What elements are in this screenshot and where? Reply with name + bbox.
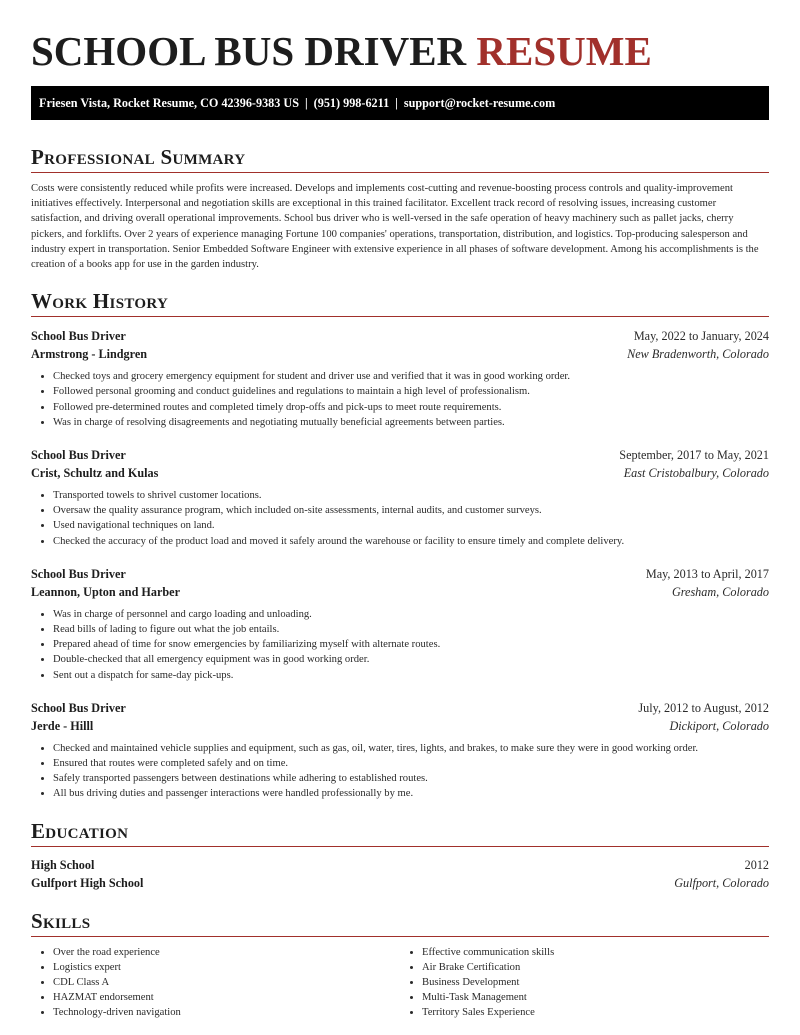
resume-title [31, 0, 769, 86]
job-bullet: • Was in charge of personnel and cargo loading and unloading. [53, 607, 769, 622]
job-title: School Bus Driver [31, 700, 126, 715]
job-bullet: • Oversaw the quality assurance program, which included on-site assessments, internal audits, and customer surveys. [53, 503, 769, 518]
contact-separator: | [304, 96, 308, 110]
summary-heading: Professional Summary [31, 142, 769, 173]
skill-item: • Effective communication skills [422, 945, 769, 960]
skills-heading: Skills [31, 906, 769, 937]
job-title: School Bus Driver [31, 329, 126, 344]
job-bullet: • Was in charge of resolving disagreements and negotiating mutually beneficial agreements between parties. [53, 415, 769, 430]
skill-item: • HAZMAT endorsement [53, 990, 400, 1005]
education-degree: High School [31, 857, 95, 872]
job-bullet: • Transported towels to shrivel customer locations. [53, 488, 769, 503]
contact-address: Friesen Vista, Rocket Resume, CO 42396-9383 US [39, 96, 299, 110]
skill-item: • CDL Class A [53, 975, 400, 990]
skill-item: • Air Brake Certification [422, 960, 769, 975]
job-bullet: • Read bills of lading to figure out what the job entails. [53, 622, 769, 637]
skill-item: • Over the road experience [53, 945, 400, 960]
job-location: East Cristobalbury, Colorado [623, 466, 769, 481]
education-school: Gulfport High School [31, 875, 144, 890]
job-location: Gresham, Colorado [671, 584, 769, 599]
job-company: Jerde - Hilll [31, 718, 94, 733]
contact-separator: | [395, 96, 398, 110]
education-entry [31, 856, 769, 892]
job-title: School Bus Driver [31, 448, 126, 463]
job-bullet: • Used navigational techniques on land. [53, 518, 769, 533]
job-bullet: • All bus driving duties and passenger interactions were handled professionally by me. [53, 786, 769, 801]
work-history-heading: Work History [31, 286, 769, 317]
skill-item: • Logistics expert [53, 960, 400, 975]
job-entry [31, 327, 769, 430]
title-accent: RESUME [476, 28, 652, 74]
job-bullet: • Prepared ahead of time for snow emergencies by familiarizing myself with alternate routes. [53, 637, 769, 652]
contact-phone: (951) 998-6211 [313, 96, 390, 110]
job-entry [31, 565, 769, 683]
job-location: Dickiport, Colorado [669, 718, 769, 733]
skills-list [31, 945, 769, 1021]
contact-bar [31, 86, 769, 120]
job-dates: July, 2012 to August, 2012 [638, 700, 769, 715]
job-dates: September, 2017 to May, 2021 [619, 448, 769, 463]
skill-item: • Territory Sales Experience [422, 1005, 769, 1020]
job-entry [31, 699, 769, 802]
job-location: New Bradenworth, Colorado [627, 347, 769, 362]
summary-text: Costs were consistently reduced while profits were increased. Develops and implements cost-cutting and revenue-boosting process controls and quality-improvement initiatives effectively. Interpersonal and negotiation skills are exceptional in this trained facilitator. Excellent track record of resolving issues, increasing customer satisfaction, and driving overall operational improvements. School bus driver who is well-versed in the safe operation of heavy machinery such as pallet jacks, cherry pickers, and forklifts. Over 2 years of experience managing Fortune 100 companies' operations, transportation, distribution, and logistics. Top-producing salesperson and industry expert in transportation. Senior Embedded Software Engineer with extensive experience in all phases of software development. Among his accomplishments is the creation of a books app for use in the garden industry. [31, 183, 759, 271]
job-bullets [31, 369, 769, 430]
job-entry [31, 446, 769, 549]
job-bullet: • Followed pre-determined routes and completed timely drop-offs and pick-ups to meet route requirements. [53, 400, 769, 415]
education-year: 2012 [744, 857, 769, 872]
job-bullet: • Sent out a dispatch for same-day pick-ups. [53, 668, 769, 683]
job-bullet: • Followed personal grooming and conduct guidelines and regulations to maintain a high level of professionalism. [53, 384, 769, 399]
skill-item: • Technology-driven navigation [53, 1005, 400, 1020]
education-location: Gulfport, Colorado [674, 875, 769, 890]
job-bullet: • Checked and maintained vehicle supplies and equipment, such as gas, oil, water, tires, lights, and brakes, to make sure they were in good working order. [53, 741, 769, 756]
skills-column-right [400, 945, 769, 1021]
job-bullet: • Checked the accuracy of the product load and moved it safely around the warehouse or facility to ensure timely and complete delivery. [53, 534, 769, 549]
job-company: Armstrong - Lindgren [31, 347, 148, 362]
job-title: School Bus Driver [31, 566, 126, 581]
job-bullet: • Safely transported passengers between destinations while adhering to established routes. [53, 771, 769, 786]
job-bullets [31, 607, 769, 683]
job-company: Crist, Schultz and Kulas [31, 466, 159, 481]
job-company: Leannon, Upton and Harber [31, 584, 180, 599]
job-bullets [31, 488, 769, 549]
skill-item: • Multi-Task Management [422, 990, 769, 1005]
job-bullet: • Checked toys and grocery emergency equipment for student and driver use and verified that it was in good working order. [53, 369, 769, 384]
skill-item: • Business Development [422, 975, 769, 990]
title-main: SCHOOL BUS DRIVER [31, 28, 467, 74]
skills-column-left [31, 945, 400, 1021]
job-bullet: • Double-checked that all emergency equipment was in good working order. [53, 652, 769, 667]
job-dates: May, 2013 to April, 2017 [645, 566, 769, 581]
job-dates: May, 2022 to January, 2024 [633, 329, 769, 344]
contact-email[interactable]: support@rocket-resume.com [403, 96, 556, 110]
education-heading: Education [31, 816, 769, 847]
job-bullet: • Ensured that routes were completed safely and on time. [53, 756, 769, 771]
job-bullets [31, 741, 769, 802]
